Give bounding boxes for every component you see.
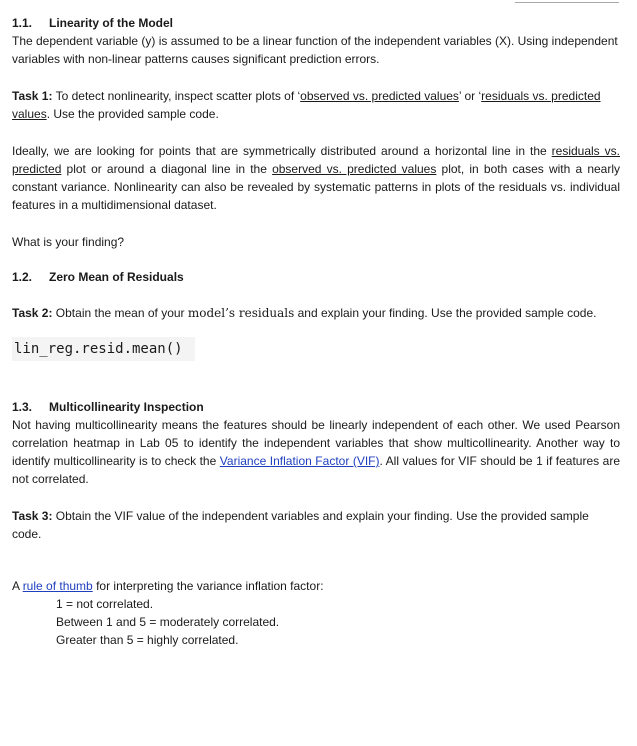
section-title: Zero Mean of Residuals	[49, 270, 184, 284]
task-label: Task 2:	[12, 306, 53, 320]
section-1-3-body: Not having multicollinearity means the features should be linearly independent of each other. We used Pearson correlation heatmap in Lab 05 to identify the independent variables that show multicollinearity. Another way to identify multicollinearity is to check the Variance Inflation Factor (VIF). All values for VIF should be 1 if features are not correlated.	[12, 418, 620, 486]
task-2-paragraph: Task 2: Obtain the mean of your model’s residuals and explain your finding. Use the provided sample code.	[12, 306, 597, 320]
section-1-2-heading	[12, 268, 620, 286]
section-1-1-body: The dependent variable (y) is assumed to be a linear function of the independent variables (X). Using independent variables with non-linear patterns causes significant prediction errors.	[12, 34, 618, 66]
section-number: 1.1.	[12, 16, 33, 30]
section-1-1-heading	[12, 14, 620, 32]
document-page	[12, 14, 620, 649]
section-1-3-heading	[12, 398, 620, 416]
rule-item: Between 1 and 5 = moderately correlated.	[56, 615, 280, 629]
task-label: Task 3:	[12, 509, 53, 523]
vif-link[interactable]: Variance Inflation Factor (VIF)	[219, 454, 380, 468]
rule-of-thumb-link[interactable]: rule of thumb	[22, 579, 93, 593]
section-number: 1.3.	[12, 400, 33, 414]
finding-question: What is your finding?	[12, 235, 125, 249]
rule-item: Greater than 5 = highly correlated.	[56, 633, 239, 647]
task-3-paragraph: Task 3: Obtain the VIF value of the independent variables and explain your finding. Use the provided sample code.	[12, 509, 589, 541]
top-rule	[515, 2, 619, 3]
section-title: Multicollinearity Inspection	[49, 400, 204, 414]
code-snippet: lin_reg.resid.mean()	[12, 337, 195, 361]
ideal-paragraph: Ideally, we are looking for points that are symmetrically distributed around a horizontal line in the residuals vs. predicted plot or around a diagonal line in the observed vs. predicted values plot, in both cases with a nearly constant variance. Nonlinearity can also be revealed by systematic patterns in plots of the residuals vs. individual features in a multidimensional dataset.	[12, 144, 620, 212]
task-label: Task 1:	[12, 89, 53, 103]
rule-of-thumb-intro: A rule of thumb for interpreting the variance inflation factor:	[12, 579, 324, 593]
section-number: 1.2.	[12, 270, 33, 284]
task-1-paragraph: Task 1: To detect nonlinearity, inspect scatter plots of ‘observed vs. predicted values’ or ‘residuals vs. predicted values. Use the provided sample code.	[12, 89, 601, 121]
section-title: Linearity of the Model	[49, 16, 174, 30]
rule-item: 1 = not correlated.	[56, 597, 154, 611]
